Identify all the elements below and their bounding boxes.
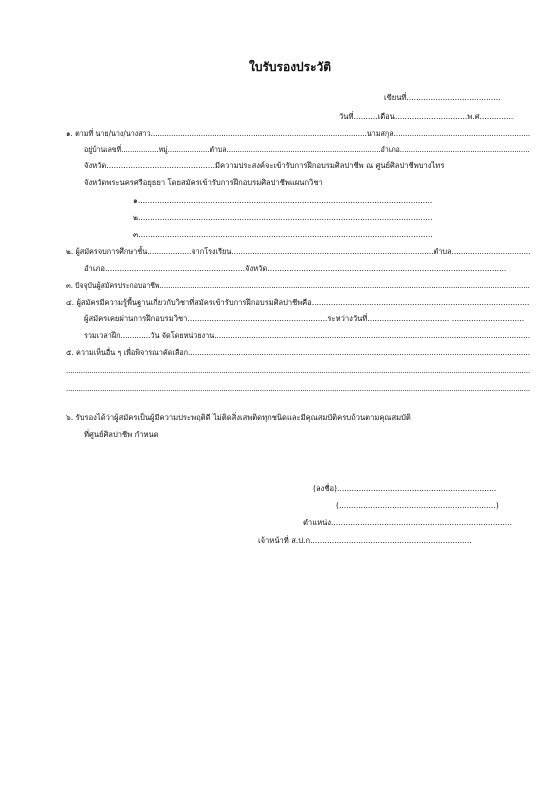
signature-line: (ลงชื่อ).................................................................. [313,484,497,493]
section-1-choice-2: ๒.......................................................................................................................... [133,213,433,222]
section-6-certification-line: ๖. รับรองได้ว่าผู้สมัครเป็นผู้มีความประพฤติดี ไม่ติดสิ่งเสพติดทุกชนิดและมีคุณสมบัติครบถ้วนตามคุณสมบัติ [66,413,411,422]
written-at-line: เขียนที่....................................... [384,93,501,102]
date-line: วันที่..........เดือน..............................พ.ศ.............. [339,112,514,121]
section-4-duration-line: รวมเวลาฝึก.............วัน จัดโดยหน่วยงาน......................................................................................................................................... [84,331,531,340]
section-1-province-line: จังหวัด.............................................มีความประสงค์จะเข้ารับการฝึกอบรมศิลปาชีพ ณ ศูนย์ศิลปาชีพบางไทร [84,161,445,170]
section-5-blank-line-1: .......................................................................................................................................................................................................................... [66,366,531,375]
signature-position-line: ตำแหน่ง........................................................................... [303,518,513,527]
section-1-choice-3: ๓.......................................................................................................................... [133,230,433,239]
signature-officer-line: เจ้าหน้าที่ ส.ป.ก................................................................... [258,536,472,545]
section-5-opinion-line: ๕. ความเห็นอื่น ๆ เพื่อพิจารณาคัดเลือก..................................................................................................................................................... [66,348,531,357]
form-title: ใบรับรองประวัติ [249,60,332,74]
section-4-knowledge-line: ๔. ผู้สมัครมีความรู้พื้นฐานเกี่ยวกับวิชาที่สมัครเข้ารับการฝึกอบรมศิลปาชีพคือ........................................................................................... [66,298,530,307]
signature-name-line: (.................................................................) [336,501,499,510]
section-6-certification-line-2: ที่ศูนย์ศิลปาชีพ กำหนด [84,430,159,439]
section-1-department-line: จังหวัดพระนครศรีอยุธยา โดยสมัครเข้ารับการฝึกอบรมศิลปาชีพแผนกวิชา [84,178,323,187]
section-2-education-line: ๒. ผู้สมัครจบการศึกษาชั้น...................จากโรงเรียน.......................................................................................ตำบล.................................. [66,247,531,256]
section-1-name-line: ๑. ตามที่ นาย/นาง/นางสาว...............................................................................................นามสกุล............................................................ [66,129,531,138]
section-5-blank-line-2: .......................................................................................................................................................................................................................... [66,384,531,393]
section-1-address-line: อยู่บ้านเลขที่.................หมู่...................ตำบล......................................................................อำเภอ........................................................... [84,145,530,154]
section-4-training-line: ผู้สมัครเคยผ่านการฝึกอบรมวิชา..........................................................ระหว่างวันที่.................................. .............................. [84,314,525,323]
section-3-occupation-line: ๓. ปัจจุบันผู้สมัครประกอบอาชีพ......................................................................................................................................................................... [66,281,530,290]
section-2-district-line: อำเภอ..........................................................จังหวัด................................................................................................... [84,264,507,273]
section-1-choice-1: ๑.......................................................................................................................... [133,196,433,205]
